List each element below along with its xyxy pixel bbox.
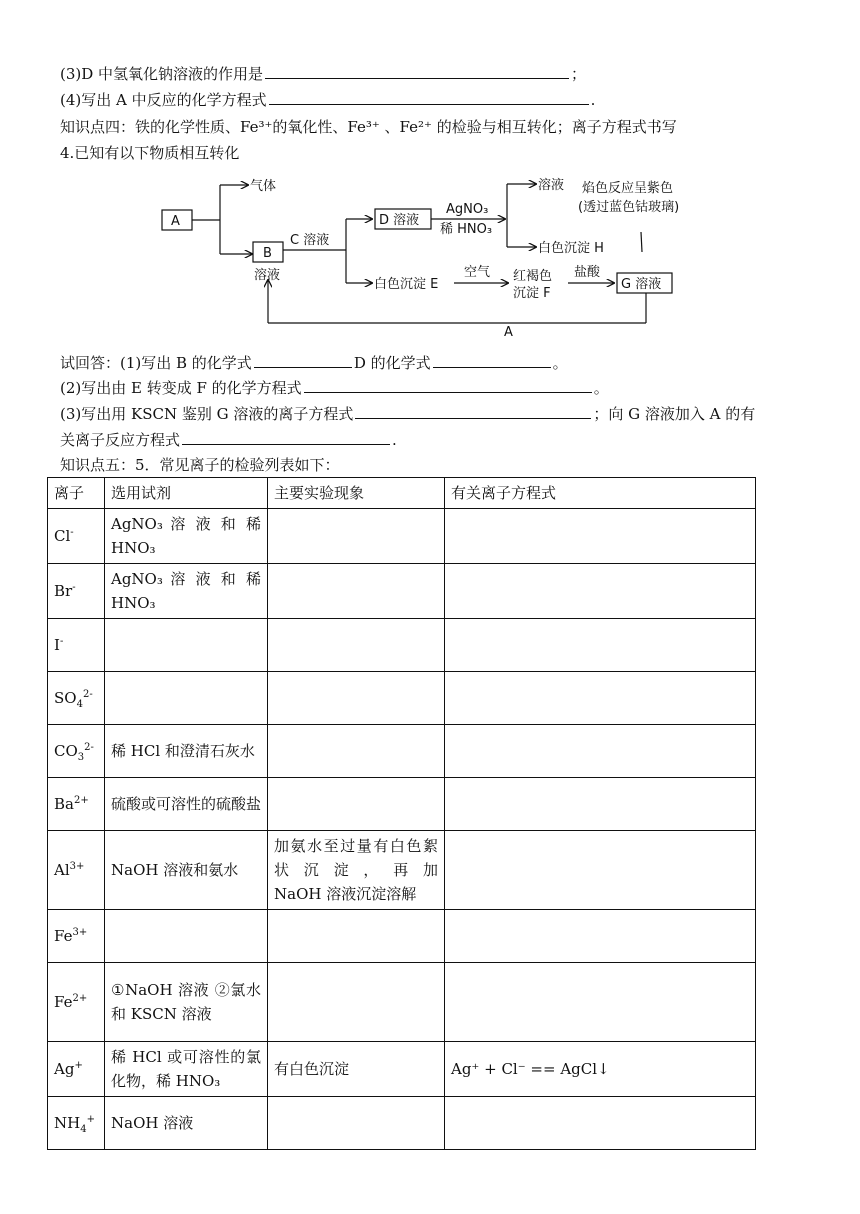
answer-blank[interactable] xyxy=(182,430,390,445)
label-a-return: A xyxy=(504,325,513,340)
phenomenon-cell xyxy=(268,831,445,910)
equation-cell xyxy=(445,910,756,963)
reagent-cell xyxy=(105,725,268,778)
label-solution: 溶液 xyxy=(538,178,565,193)
table-row xyxy=(48,963,756,1042)
label-b-solution: 溶液 xyxy=(254,268,281,283)
phenomenon-cell xyxy=(268,1097,445,1150)
equation-cell-text: Ag⁺ + Cl⁻ == AgCl↓ xyxy=(451,1060,610,1078)
answer-1: 试回答：(1)写出 B 的化学式 D 的化学式 。 xyxy=(60,354,568,372)
reagent-cell xyxy=(105,1097,268,1150)
ion-charge: - xyxy=(59,636,64,647)
reagent-cell xyxy=(105,1042,268,1097)
answer-3: (3)写出用 KSCN 鉴别 G 溶液的离子方程式 ；向 G 溶液加入 A 的有 xyxy=(60,405,756,423)
question-4: (4)写出 A 中反应的化学方程式 . xyxy=(60,91,596,109)
reagent-cell-text: NaOH 溶液和氨水 xyxy=(111,861,239,879)
answer-blank[interactable] xyxy=(355,404,591,419)
reagent-cell xyxy=(105,564,268,619)
label-b: B xyxy=(263,246,272,261)
ion-charge: 2- xyxy=(84,742,94,753)
ion-charge: 2+ xyxy=(72,993,88,1004)
phenomenon-cell xyxy=(268,725,445,778)
label-flame-1: 焰色反应呈紫色 xyxy=(582,181,674,196)
label-agno3: AgNO₃ xyxy=(446,202,489,217)
label-hno3: 稀 HNO₃ xyxy=(440,222,493,237)
phenomenon-cell-text: 加氨水至过量有白色絮 状 沉 淀 ， 再 加 NaOH 溶液沉淀溶解 xyxy=(274,837,438,903)
ion-cell xyxy=(48,1097,105,1150)
ion-subscript: 3 xyxy=(77,752,85,763)
phenomenon-cell xyxy=(268,778,445,831)
answer-blank[interactable] xyxy=(304,378,592,393)
table-row xyxy=(48,619,756,672)
knowledge-point-4: 知识点四：铁的化学性质、Fe³⁺的氧化性、Fe³⁺ 、Fe²⁺ 的检验与相互转化；离子方程式书写 xyxy=(60,118,677,136)
phenomenon-cell xyxy=(268,672,445,725)
ion-symbol: Fe xyxy=(54,993,73,1011)
ion-symbol: Cl xyxy=(54,527,71,545)
ion-charge: - xyxy=(70,527,74,538)
label-g-solution: G 溶液 xyxy=(621,277,662,292)
phenomenon-cell xyxy=(268,910,445,963)
reagent-cell xyxy=(105,619,268,672)
conversion-diagram xyxy=(150,172,710,342)
table-row xyxy=(48,725,756,778)
equation-cell xyxy=(445,1097,756,1150)
ion-charge: - xyxy=(72,582,76,593)
ion-symbol: Br xyxy=(54,582,73,600)
equation-cell xyxy=(445,672,756,725)
ion-symbol: CO xyxy=(54,742,78,760)
table-row xyxy=(48,672,756,725)
reagent-cell-text: 稀 HCl 或可溶性的氯化物，稀 HNO₃ xyxy=(111,1048,261,1090)
ion-subscript: 4 xyxy=(80,1124,87,1135)
header-reagent: 选用试剂 xyxy=(105,478,268,509)
ion-charge: + xyxy=(74,1060,83,1071)
equation-cell xyxy=(445,778,756,831)
label-hcl: 盐酸 xyxy=(574,265,601,280)
reagent-cell xyxy=(105,509,268,564)
header-equation: 有关离子方程式 xyxy=(445,478,756,509)
ion-charge: + xyxy=(86,1114,95,1125)
table-row xyxy=(48,778,756,831)
table-row xyxy=(48,564,756,619)
label-air: 空气 xyxy=(464,265,491,280)
reagent-cell-text: AgNO₃ 溶 液 和 稀 HNO₃ xyxy=(111,515,261,557)
equation-cell xyxy=(445,509,756,564)
phenomenon-cell xyxy=(268,619,445,672)
label-white-e: 白色沉淀 E xyxy=(374,277,439,292)
label-red-1: 红褐色 xyxy=(513,269,553,284)
table-row xyxy=(48,1097,756,1150)
answer-2: (2)写出由 E 转变成 F 的化学方程式 。 xyxy=(60,379,609,397)
ion-cell xyxy=(48,564,105,619)
ion-cell xyxy=(48,1042,105,1097)
ion-symbol: Ba xyxy=(54,795,74,813)
reagent-cell xyxy=(105,910,268,963)
label-flame-2: (透过蓝色钴玻璃) xyxy=(578,200,680,215)
ion-charge: 2- xyxy=(82,689,93,700)
phenomenon-cell xyxy=(268,509,445,564)
ion-charge: 2+ xyxy=(73,795,89,806)
phenomenon-cell xyxy=(268,1042,445,1097)
header-ion: 离子 xyxy=(48,478,105,509)
ion-symbol: Al xyxy=(54,861,70,879)
equation-cell xyxy=(445,564,756,619)
label-red-2: 沉淀 F xyxy=(513,286,551,301)
answer-3-continued: 关离子反应方程式 . xyxy=(60,431,397,449)
question-3: (3)D 中氢氧化钠溶液的作用是 ； xyxy=(60,65,587,83)
reagent-cell-text: 硫酸或可溶性的硫酸盐 xyxy=(111,795,262,813)
equation-cell xyxy=(445,619,756,672)
table-header-row xyxy=(48,478,756,509)
label-c-solution: C 溶液 xyxy=(290,233,330,248)
phenomenon-cell-text: 有白色沉淀 xyxy=(274,1060,350,1078)
ion-cell xyxy=(48,619,105,672)
ion-cell xyxy=(48,963,105,1042)
ion-cell xyxy=(48,509,105,564)
ion-charge: 3+ xyxy=(69,861,85,872)
reagent-cell-text: 稀 HCl 和澄清石灰水 xyxy=(111,742,255,760)
reagent-cell-text: AgNO₃ 溶 液 和 稀 HNO₃ xyxy=(111,570,261,612)
reagent-cell-text: NaOH 溶液 xyxy=(111,1114,194,1132)
answer-blank[interactable] xyxy=(254,353,352,368)
answer-blank[interactable] xyxy=(433,353,551,368)
equation-cell xyxy=(445,831,756,910)
ion-cell xyxy=(48,778,105,831)
ion-cell xyxy=(48,672,105,725)
ion-symbol: Fe xyxy=(54,927,73,945)
equation-cell xyxy=(445,1042,756,1097)
answer-blank[interactable] xyxy=(265,64,569,79)
answer-blank[interactable] xyxy=(269,90,589,105)
reagent-cell xyxy=(105,778,268,831)
header-phenomenon: 主要实验现象 xyxy=(268,478,445,509)
label-a: A xyxy=(171,214,180,229)
reagent-cell xyxy=(105,672,268,725)
reagent-cell xyxy=(105,831,268,910)
table-row xyxy=(48,1042,756,1097)
ion-symbol: NH xyxy=(54,1114,81,1132)
equation-cell xyxy=(445,725,756,778)
reagent-cell-text: ①NaOH 溶液 ②氯水和 KSCN 溶液 xyxy=(111,981,261,1023)
ion-charge: 3+ xyxy=(72,927,88,938)
knowledge-point-5: 知识点五：5．常见离子的检验列表如下： xyxy=(60,456,340,474)
ion-symbol: Ag xyxy=(54,1060,75,1078)
phenomenon-cell xyxy=(268,963,445,1042)
table-row xyxy=(48,509,756,564)
ion-cell xyxy=(48,725,105,778)
ion-symbol: I xyxy=(54,636,60,654)
ion-cell xyxy=(48,831,105,910)
ion-subscript: 4 xyxy=(76,699,83,710)
table-row xyxy=(48,831,756,910)
label-white-h: 白色沉淀 H xyxy=(538,241,604,256)
ion-cell xyxy=(48,910,105,963)
label-d-solution: D 溶液 xyxy=(379,213,420,228)
question-title: 4.已知有以下物质相互转化 xyxy=(60,144,240,162)
table-row xyxy=(48,910,756,963)
equation-cell xyxy=(445,963,756,1042)
phenomenon-cell xyxy=(268,564,445,619)
label-gas: 气体 xyxy=(250,179,277,194)
ion-test-table xyxy=(47,477,756,1150)
reagent-cell xyxy=(105,963,268,1042)
ion-symbol: SO xyxy=(54,689,77,707)
